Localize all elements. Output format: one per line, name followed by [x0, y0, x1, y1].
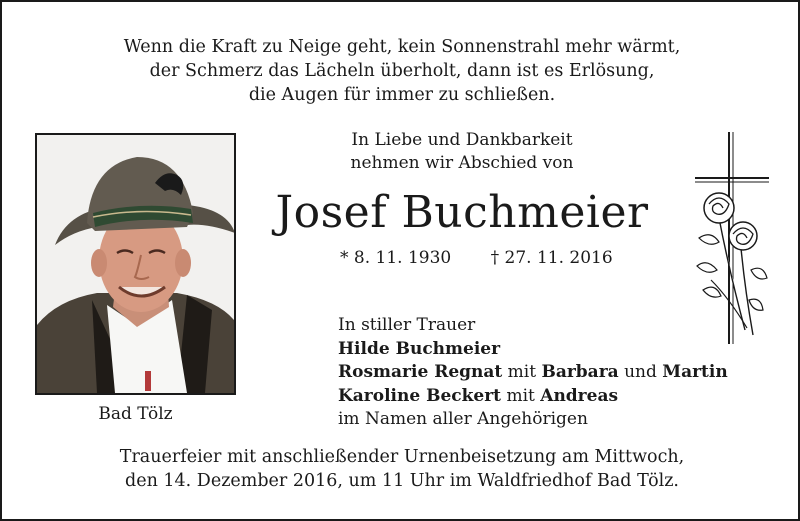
- connector-text: und: [618, 362, 663, 382]
- birth-date: * 8. 11. 1930: [340, 248, 452, 268]
- service-line-2: den 14. Dezember 2016, um 11 Uhr im Waldfriedhof Bad Tölz.: [125, 471, 679, 491]
- intro-text: [302, 129, 622, 175]
- death-date: † 27. 11. 2016: [490, 248, 613, 268]
- mourner-row: [338, 385, 728, 409]
- service-info: [2, 445, 800, 493]
- portrait-illustration: [37, 135, 234, 393]
- service-line-1: Trauerfeier mit anschließender Urnenbeisetzung am Mittwoch,: [119, 447, 685, 467]
- mourner-name: Martin: [662, 362, 728, 382]
- mourner-row: [338, 361, 728, 385]
- intro-line-2: nehmen wir Abschied von: [350, 153, 574, 173]
- mourners-list: [338, 314, 728, 432]
- mourner-row: [338, 338, 728, 362]
- mourners-closing: im Namen aller Angehörigen: [338, 409, 588, 429]
- connector-text: mit: [501, 385, 541, 406]
- poem-line-3: die Augen für immer zu schließen.: [248, 85, 556, 105]
- poem-line-2: der Schmerz das Lächeln überholt, dann ist es Erlösung,: [149, 61, 655, 81]
- poem-line-1: Wenn die Kraft zu Neige geht, kein Sonnenstrahl mehr wärmt,: [123, 37, 681, 57]
- mourner-name: Rosmarie Regnat: [338, 362, 503, 382]
- cross-with-roses-icon: [689, 130, 773, 346]
- portrait-photo: [35, 133, 236, 395]
- mourners-heading: In stiller Trauer: [338, 315, 476, 335]
- connector-text: mit: [502, 362, 542, 382]
- intro-line-1: In Liebe und Dankbarkeit: [351, 130, 573, 150]
- life-dates: [340, 246, 613, 270]
- mourner-name: Andreas: [540, 385, 619, 406]
- poem: [2, 35, 800, 107]
- mourner-name: Karoline Beckert: [338, 385, 502, 406]
- deceased-name: Josef Buchmeier: [275, 187, 649, 238]
- mourner-name: Barbara: [541, 362, 619, 382]
- mourner-name: Hilde Buchmeier: [338, 338, 501, 359]
- place-caption: Bad Tölz: [98, 404, 173, 424]
